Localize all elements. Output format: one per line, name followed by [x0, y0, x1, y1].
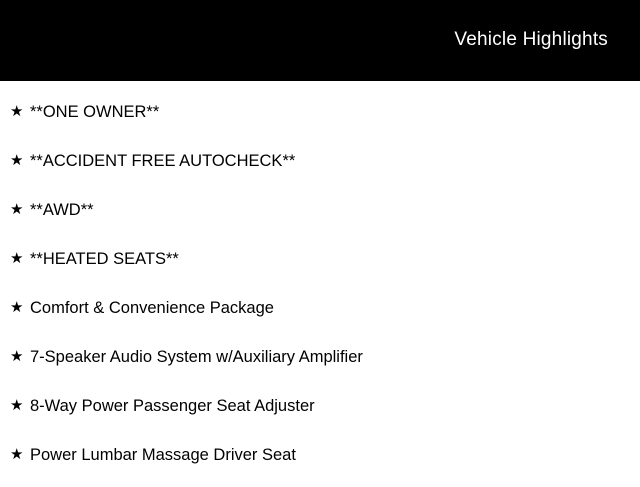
page-header [0, 0, 640, 81]
list-item [0, 144, 640, 193]
star-icon: ★ [10, 348, 24, 365]
star-icon: ★ [10, 397, 24, 414]
list-item-label: **ONE OWNER** [30, 103, 160, 121]
star-icon: ★ [10, 299, 24, 316]
star-icon: ★ [10, 250, 24, 267]
star-icon: ★ [10, 201, 24, 218]
list-item-label: Power Lumbar Massage Driver Seat [30, 446, 296, 464]
list-item [0, 242, 640, 291]
list-item-label: **AWD** [30, 201, 94, 219]
list-item-label: **ACCIDENT FREE AUTOCHECK** [30, 152, 296, 170]
list-item [0, 340, 640, 389]
list-item [0, 389, 640, 438]
page-title: Vehicle Highlights [454, 29, 608, 50]
star-icon: ★ [10, 446, 24, 463]
list-item-label: Comfort & Convenience Package [30, 299, 274, 317]
list-item [0, 291, 640, 340]
list-item [0, 193, 640, 242]
list-item-label: **HEATED SEATS** [30, 250, 179, 268]
list-item-label: 8-Way Power Passenger Seat Adjuster [30, 397, 315, 415]
list-item-label: 7-Speaker Audio System w/Auxiliary Amplifier [30, 348, 363, 366]
list-item [0, 95, 640, 144]
star-icon: ★ [10, 152, 24, 169]
highlights-list [0, 81, 640, 487]
star-icon: ★ [10, 103, 24, 120]
